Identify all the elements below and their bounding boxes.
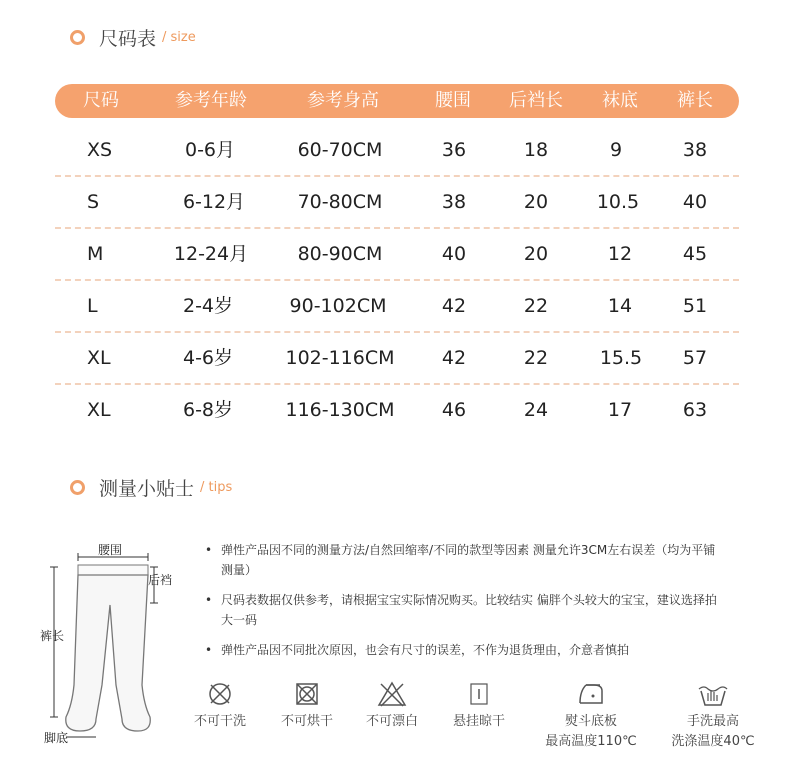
- table-cell: 15.5: [599, 347, 643, 369]
- table-row: [55, 333, 739, 385]
- table-cell: 90-102CM: [289, 295, 387, 317]
- table-cell: 10.5: [596, 191, 640, 213]
- table-cell: 42: [441, 347, 467, 369]
- tip-item: • 弹性产品因不同批次原因，也会有尺寸的误差，不作为退货理由，介意者慎拍: [205, 640, 725, 660]
- care-hand-wash: [663, 676, 763, 752]
- table-cell: 46: [441, 399, 467, 421]
- care-label: 不可漂白: [365, 714, 418, 729]
- tip-item: • 弹性产品因不同的测量方法/自然回缩率/不同的款型等因素 测量允许3CM左右误差（均为平铺测量）: [205, 540, 725, 580]
- table-cell: 4-6岁: [182, 347, 234, 369]
- care-label: 悬挂晾干: [452, 714, 505, 729]
- tips-section-subtitle: / tips: [200, 480, 233, 495]
- table-cell: 24: [523, 399, 549, 421]
- table-cell: 20: [523, 243, 549, 265]
- size-section-subtitle: / size: [162, 30, 196, 45]
- table-row: [55, 281, 739, 333]
- table-cell: XS: [87, 139, 113, 161]
- care-no-tumble-dry: [262, 676, 352, 732]
- care-label: 最高温度110℃: [545, 734, 637, 749]
- foot-label: 脚底: [44, 731, 69, 745]
- hand-wash-icon: [663, 676, 763, 712]
- table-cell: 0-6月: [184, 139, 236, 161]
- table-cell: 20: [523, 191, 549, 213]
- table-cell: 36: [441, 139, 467, 161]
- table-cell: 18: [523, 139, 549, 161]
- table-cell: 22: [523, 347, 549, 369]
- care-no-bleach: [347, 676, 437, 732]
- care-label: 不可烘干: [280, 714, 333, 729]
- care-label: 熨斗底板: [564, 714, 617, 729]
- table-cell: 6-8岁: [182, 399, 234, 421]
- table-cell: 70-80CM: [297, 191, 383, 213]
- column-header: 参考身高: [307, 90, 379, 111]
- table-cell: 6-12月: [182, 191, 246, 213]
- no-dry-clean-icon: [175, 676, 265, 712]
- care-label: 手洗最高: [686, 714, 739, 729]
- table-cell: 57: [682, 347, 708, 369]
- table-cell: 40: [682, 191, 708, 213]
- care-iron: [541, 676, 641, 752]
- table-cell: 42: [441, 295, 467, 317]
- table-row: [55, 125, 739, 177]
- table-cell: 22: [523, 295, 549, 317]
- table-cell: 38: [682, 139, 708, 161]
- table-cell: 12: [607, 243, 633, 265]
- circle-bullet-icon: [70, 480, 85, 495]
- size-section-heading: [70, 24, 196, 51]
- tights-measurement-diagram: [30, 535, 190, 750]
- table-cell: S: [87, 191, 100, 213]
- table-cell: 38: [441, 191, 467, 213]
- care-no-dry-clean: [175, 676, 265, 732]
- table-cell: 45: [682, 243, 708, 265]
- hang-dry-icon: [434, 676, 524, 712]
- table-row: [55, 229, 739, 281]
- table-cell: L: [87, 295, 98, 317]
- table-cell: 17: [607, 399, 633, 421]
- table-row: [55, 177, 739, 229]
- table-cell: 9: [609, 139, 623, 161]
- no-bleach-icon: [347, 676, 437, 712]
- table-cell: 60-70CM: [297, 139, 383, 161]
- table-cell: 102-116CM: [285, 347, 395, 369]
- column-header: 尺码: [83, 90, 119, 111]
- table-cell: 40: [441, 243, 467, 265]
- tips-list: [205, 540, 725, 670]
- column-header: 参考年龄: [175, 90, 247, 111]
- table-cell: XL: [87, 347, 111, 369]
- no-tumble-dry-icon: [262, 676, 352, 712]
- column-header: 腰围: [435, 90, 471, 111]
- rise-label: 后裆: [148, 573, 173, 587]
- table-cell: 116-130CM: [285, 399, 395, 421]
- column-header: 后裆长: [509, 90, 563, 111]
- size-table-header: [55, 84, 739, 118]
- table-cell: 63: [682, 399, 708, 421]
- table-cell: M: [87, 243, 104, 265]
- care-label: 洗涤温度40℃: [671, 734, 755, 749]
- table-cell: XL: [87, 399, 111, 421]
- tips-section-title: 测量小贴士: [99, 478, 195, 500]
- table-cell: 14: [607, 295, 633, 317]
- size-section-title: 尺码表: [99, 28, 157, 50]
- column-header: 袜底: [602, 90, 638, 111]
- table-cell: 51: [682, 295, 708, 317]
- column-header: 裤长: [677, 90, 713, 111]
- length-label: 裤长: [40, 629, 65, 643]
- care-hang-dry: [434, 676, 524, 732]
- tip-item: • 尺码表数据仅供参考，请根据宝宝实际情况购买。比较结实 偏胖个头较大的宝宝，建议选择拍大一码: [205, 590, 725, 630]
- circle-bullet-icon: [70, 30, 85, 45]
- tips-section-heading: [70, 474, 232, 501]
- size-table-body: [55, 125, 739, 435]
- waist-label: 腰围: [98, 543, 123, 557]
- care-label: 不可干洗: [193, 714, 246, 729]
- iron-icon: [541, 676, 641, 712]
- table-row: [55, 385, 739, 435]
- table-cell: 80-90CM: [297, 243, 383, 265]
- table-cell: 2-4岁: [182, 295, 234, 317]
- table-cell: 12-24月: [173, 243, 249, 265]
